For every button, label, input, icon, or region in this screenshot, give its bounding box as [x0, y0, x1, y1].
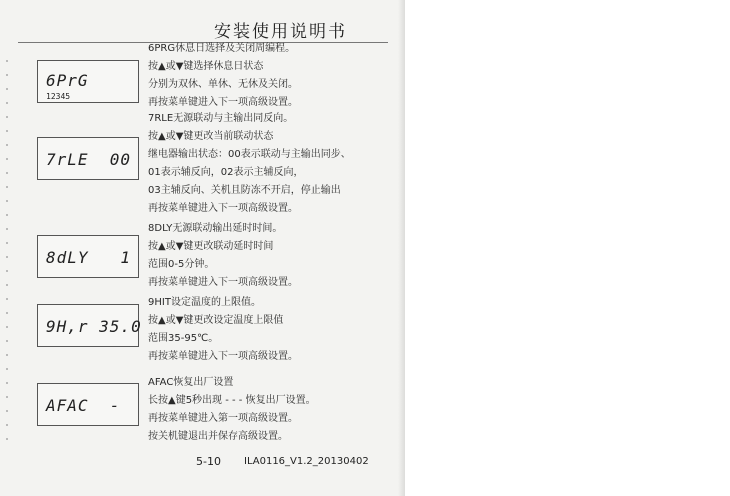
lcd-readout: 8dLY 1 [46, 248, 132, 267]
document-version: ILA0116_V1.2_20130402 [244, 456, 369, 467]
lcd-display-7rle [37, 137, 139, 180]
section-line: 按▲或▼键更改当前联动状态 [148, 131, 274, 142]
section-line: 范围0-5分钟。 [148, 259, 215, 270]
section-line: 分别为双休、单休、无休及关闭。 [148, 79, 298, 90]
section-line: 按▲或▼键更改设定温度上限值 [148, 315, 284, 326]
section-line: 8DLY无源联动输出延时时间。 [148, 223, 283, 234]
lcd-readout: 6PrG [46, 71, 89, 90]
lcd-readout: AFAC - [46, 396, 121, 415]
section-line: 按▲或▼键选择休息日状态 [148, 61, 264, 72]
section-line: 9HIT设定温度的上限值。 [148, 297, 261, 308]
section-line: 再按菜单键进入下一项高级设置。 [148, 97, 298, 108]
lcd-display-8dly [37, 235, 139, 278]
section-line: AFAC恢复出厂设置 [148, 377, 234, 388]
section-6prg [148, 40, 298, 112]
section-line: 03主辅反向、关机且防冻不开启，停止输出 [148, 185, 341, 196]
lcd-display-6prg [37, 60, 139, 103]
section-line: 长按▲键5秒出现 - - - 恢复出厂设置。 [148, 395, 316, 406]
lcd-readout: 7rLE 00 [46, 150, 132, 169]
lcd-readout: 9H,r 35.0 [46, 317, 142, 336]
page-title: 安装使用说明书 [214, 22, 347, 42]
lcd-display-afac [37, 383, 139, 426]
section-line: 按关机键退出并保存高级设置。 [148, 431, 288, 442]
lcd-display-9hit [37, 304, 142, 347]
section-line: 01表示辅反向，02表示主辅反向， [148, 167, 304, 178]
section-afac [148, 374, 316, 446]
section-line: 7RLE无源联动与主输出同反向。 [148, 113, 294, 124]
section-line: 再按菜单键进入下一项高级设置。 [148, 351, 298, 362]
section-line: 再按菜单键进入下一项高级设置。 [148, 277, 298, 288]
lcd-weekday-indicator: 12345 [46, 92, 71, 101]
binding-margin [6, 60, 8, 440]
page-number: 5-10 [196, 455, 221, 468]
section-line: 6PRG休息日选择及关闭周编程。 [148, 43, 296, 54]
section-line: 再按菜单键进入第一项高级设置。 [148, 413, 298, 424]
page-fold-shadow [398, 0, 405, 496]
section-7rle [148, 110, 351, 218]
section-line: 继电器输出状态：00表示联动与主输出同步、 [148, 149, 351, 160]
section-line: 范围35-95℃。 [148, 333, 219, 344]
section-line: 再按菜单键进入下一项高级设置。 [148, 203, 298, 214]
section-line: 按▲或▼键更改联动延时时间 [148, 241, 274, 252]
section-8dly [148, 220, 298, 292]
section-9hit [148, 294, 298, 366]
